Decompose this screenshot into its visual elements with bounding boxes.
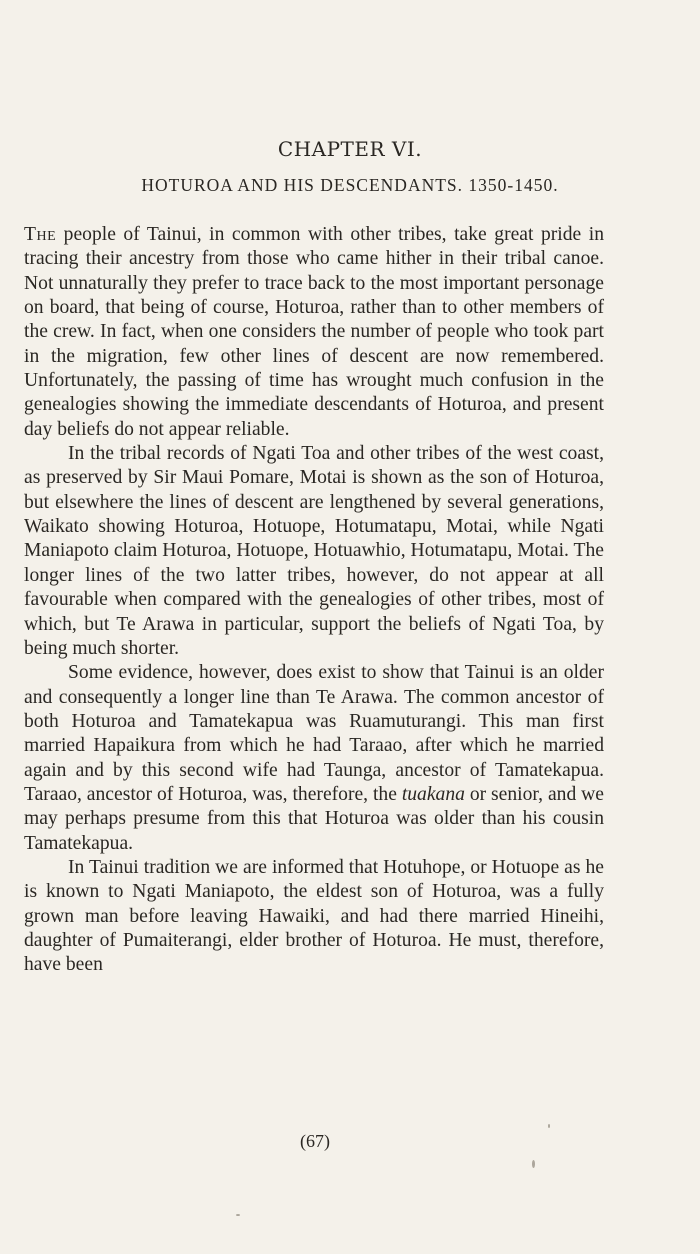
paragraph-3	[24, 661, 604, 856]
paragraph-1	[24, 223, 604, 442]
body-text	[24, 223, 604, 978]
paragraph-2: In the tribal records of Ngati Toa and other tribes of the west coast, as preserved by Sir Maui Pomare, Motai is shown as the son of Hoturoa, but elsewhere the lines of descent are lengthened by several generations, Waikato showing Hoturoa, Hotuope, Hotumatapu, Motai, while Ngati Maniapoto claim Hoturoa, Hotuope, Hotuawhio, Hotumatapu, Motai. The longer lines of the two latter tribes, however, do not appear at all favourable when compared with the genealogies of other tribes, most of which, but Te Arawa in particular, support the beliefs of Ngati Toa, by being much shorter.	[24, 443, 604, 659]
italic-term: tuakana	[401, 783, 465, 805]
page-number: (67)	[300, 1131, 330, 1151]
chapter-title: HOTUROA AND HIS DESCENDANTS. 1350-1450.	[141, 175, 559, 195]
drop-word: The	[24, 224, 57, 245]
paper-speck	[236, 1214, 240, 1216]
paper-speck	[548, 1124, 550, 1128]
chapter-heading: CHAPTER VI.	[277, 137, 423, 161]
paragraph-3-text-b: or senior, and we may perhaps presume from this that Hoturoa was older than his cousin Tamatekapua.	[24, 783, 604, 854]
paragraph-4: In Tainui tradition we are informed that Hotuhope, or Hotuope as he is known to Ngati Maniapoto, the eldest son of Hoturoa, was a fully grown man before leaving Hawaiki, and had there married Hineihi, daughter of Pumaiterangi, elder brother of Hoturoa. He must, therefore, have been	[24, 856, 604, 976]
paper-speck	[532, 1160, 535, 1168]
paragraph-1-text: people of Tainui, in common with other tribes, take great pride in tracing their ancestry from those who came hither in their tribal canoe. Not unnaturally they prefer to trace back to the most important personage on board, that being of course, Hoturoa, rather than to other members of the crew. In fact, when one considers the number of people who took part in the migration, few other lines of descent are now remembered. Unfortunately, the passing of time has wrought much confusion in the genealogies showing the immediate descendants of Hoturoa, and present day beliefs do not appear reliable.	[24, 224, 604, 440]
paragraph-3-text-a: Some evidence, however, does exist to show that Tainui is an older and consequently a longer line than Te Arawa. The common ancestor of both Hoturoa and Tamatekapua was Ruamuturangi. This man first married Hapaikura from which he had Taraao, after which he married again and by this second wife had Taunga, ancestor of Tamatekapua. Taraao, ancestor of Hoturoa, was, therefore, the	[24, 662, 604, 805]
